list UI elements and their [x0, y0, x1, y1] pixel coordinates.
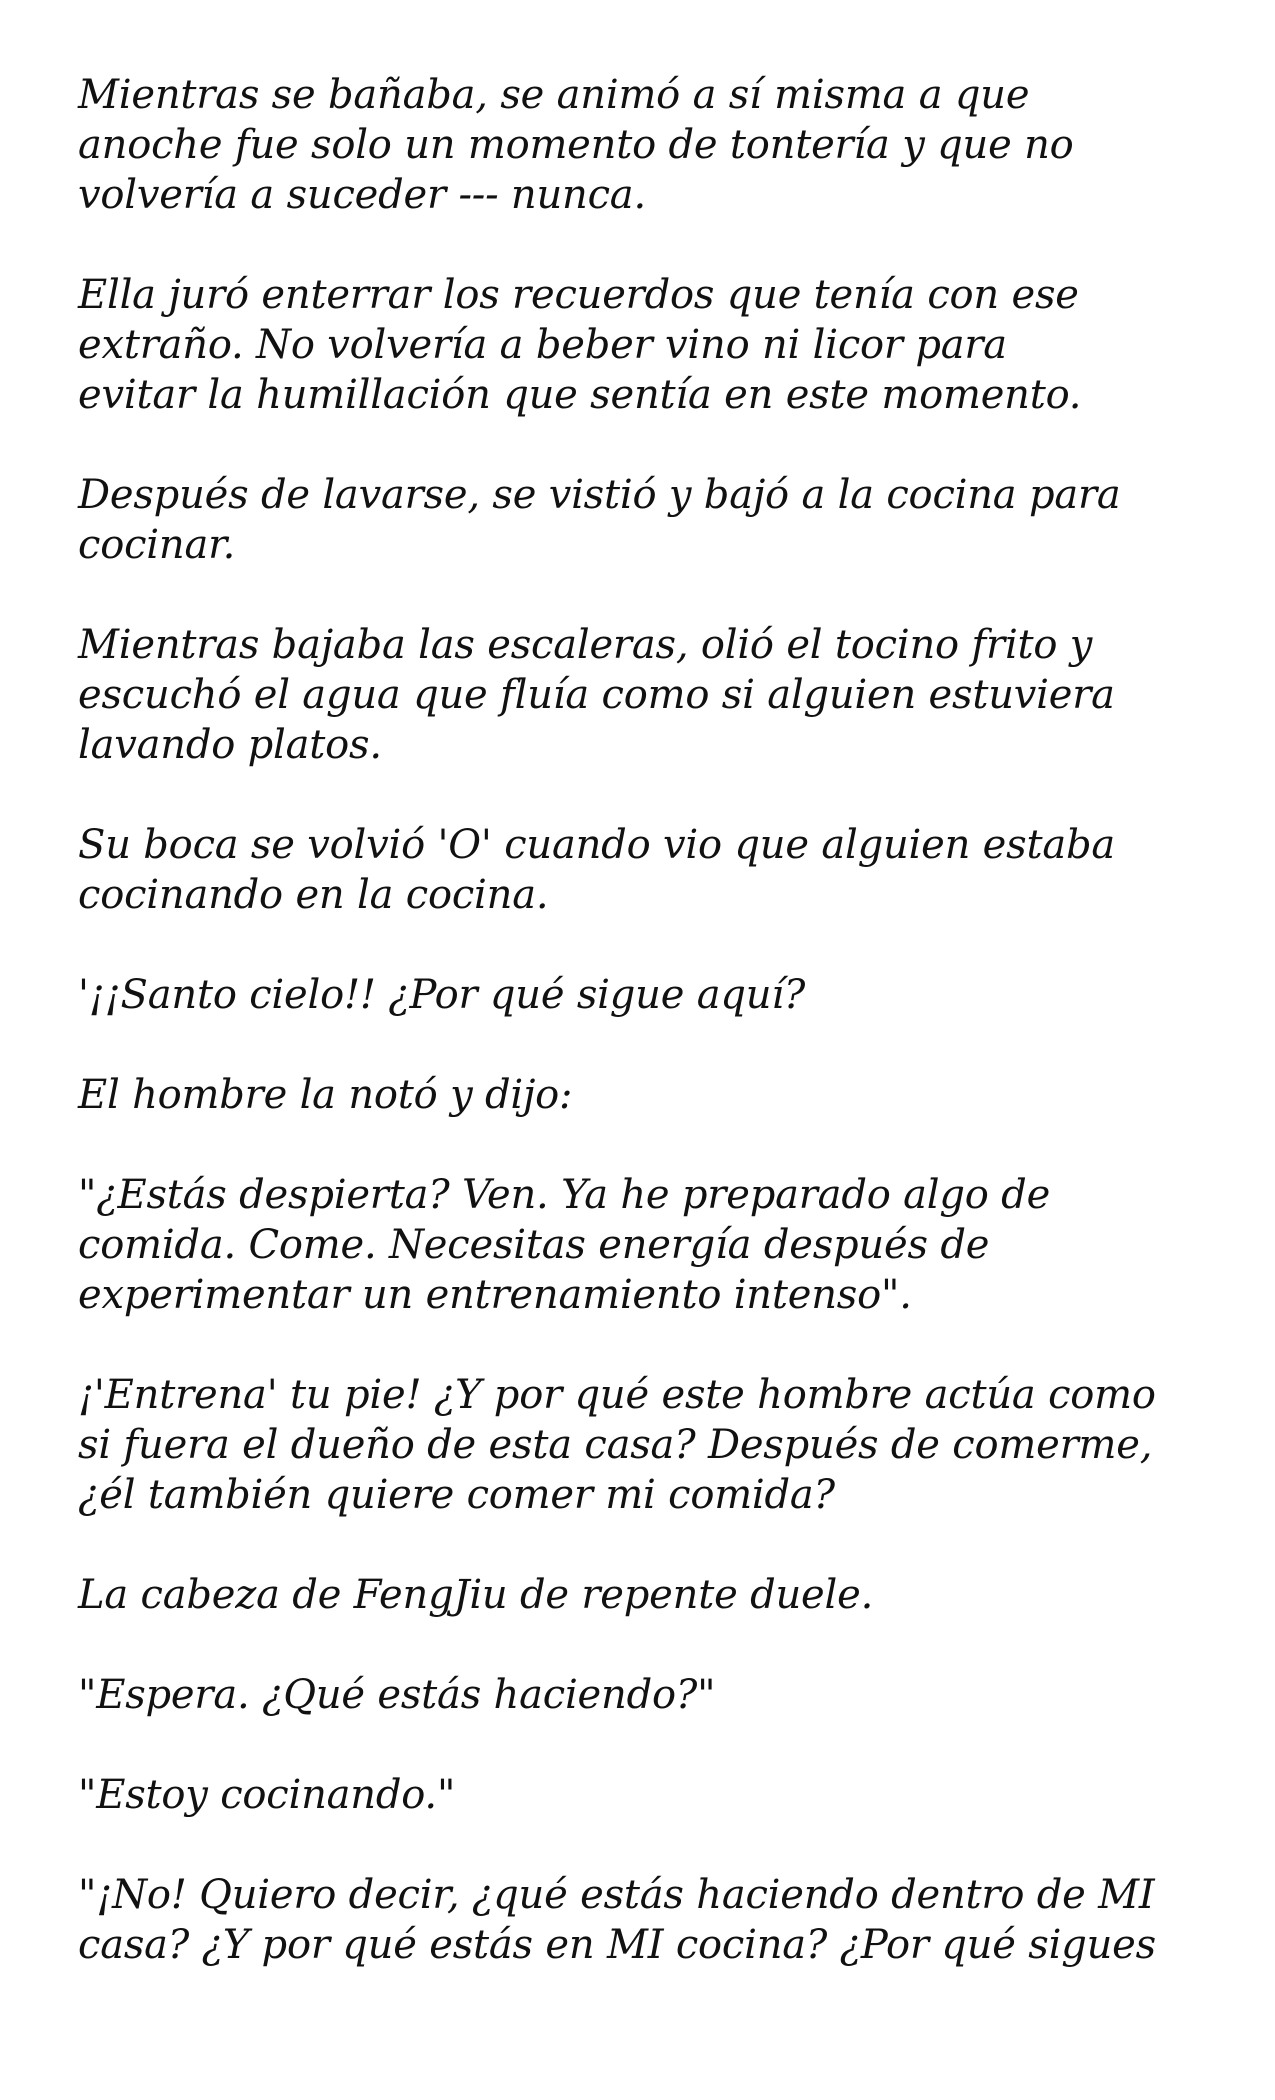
paragraph-4 — [78, 620, 1228, 770]
text-line: Mientras se bañaba, se animó a sí misma a que — [78, 72, 1030, 118]
paragraph-6 — [78, 970, 1228, 1020]
text-line: Su boca se volvió 'O' cuando vio que alguien estaba — [78, 822, 1116, 868]
document-page — [78, 70, 1228, 2020]
text-line: "Estoy cocinando." — [78, 1772, 456, 1818]
paragraph-1 — [78, 70, 1228, 220]
text-line: El hombre la notó y dijo: — [78, 1072, 573, 1118]
text-line: "¿Estás despierta? Ven. Ya he preparado algo de — [78, 1172, 1051, 1218]
text-line: comida. Come. Necesitas energía después de — [78, 1222, 990, 1268]
text-line: extraño. No volvería a beber vino ni licor para — [78, 322, 1007, 368]
paragraph-13 — [78, 1870, 1228, 1970]
paragraph-7 — [78, 1070, 1228, 1120]
paragraph-8 — [78, 1170, 1228, 1320]
text-line: Ella juró enterrar los recuerdos que tenía con ese — [78, 272, 1079, 318]
text-line: si fuera el dueño de esta casa? Después de comerme, — [78, 1422, 1153, 1468]
text-line: anoche fue solo un momento de tontería y que no — [78, 122, 1074, 168]
text-line: "Espera. ¿Qué estás haciendo?" — [78, 1672, 716, 1718]
text-line: La cabeza de FengJiu de repente duele. — [78, 1572, 874, 1618]
text-line: experimentar un entrenamiento intenso". — [78, 1272, 912, 1318]
text-line: Después de lavarse, se vistió y bajó a la cocina para — [78, 472, 1121, 518]
text-line: "¡No! Quiero decir, ¿qué estás haciendo dentro de MI — [78, 1872, 1155, 1918]
paragraph-5 — [78, 820, 1228, 920]
paragraph-10 — [78, 1570, 1228, 1620]
paragraph-12 — [78, 1770, 1228, 1820]
text-line: volvería a suceder --- nunca. — [78, 172, 646, 218]
text-line: Mientras bajaba las escaleras, olió el tocino frito y — [78, 622, 1093, 668]
paragraph-3 — [78, 470, 1228, 570]
text-line: cocinando en la cocina. — [78, 872, 549, 918]
text-line: casa? ¿Y por qué estás en MI cocina? ¿Por qué sigues — [78, 1922, 1156, 1968]
text-line: ¿él también quiere comer mi comida? — [78, 1472, 835, 1518]
paragraph-9 — [78, 1370, 1228, 1520]
paragraph-11 — [78, 1670, 1228, 1720]
text-line: escuchó el agua que fluía como si alguien estuviera — [78, 672, 1115, 718]
text-line: lavando platos. — [78, 722, 382, 768]
text-line: ¡'Entrena' tu pie! ¿Y por qué este hombre actúa como — [78, 1372, 1156, 1418]
paragraph-2 — [78, 270, 1228, 420]
text-line: evitar la humillación que sentía en este momento. — [78, 372, 1082, 418]
text-line: cocinar. — [78, 522, 236, 568]
text-line: '¡¡Santo cielo!! ¿Por qué sigue aquí? — [78, 972, 806, 1018]
